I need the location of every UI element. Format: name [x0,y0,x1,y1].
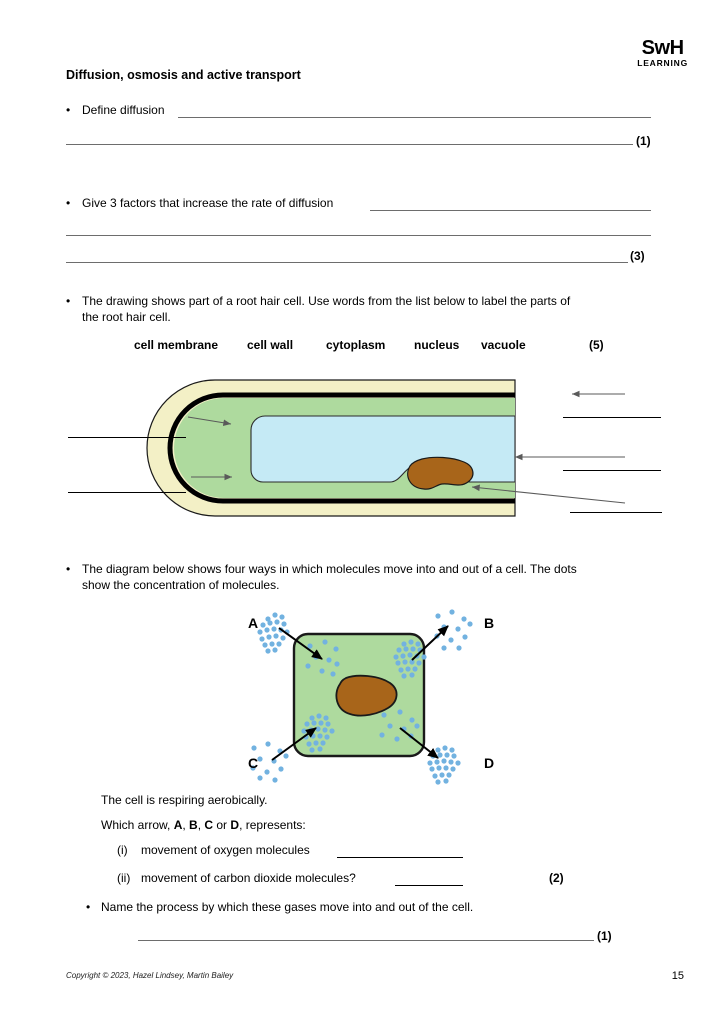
q4-text-line-2: show the concentration of molecules. [82,578,280,593]
cluster-b-outside [434,609,472,650]
q4-sub-ii-text: movement of carbon dioxide molecules? [141,871,356,885]
label-line-right-1[interactable] [563,417,661,418]
q4-text-line-1: The diagram below shows four ways in which molecules move into and out of a cell. The dots [82,562,577,576]
label-line-left-1[interactable] [68,437,186,438]
wordbank-nucleus: nucleus [414,338,460,352]
label-line-right-3[interactable] [570,512,662,513]
q5-answer-line[interactable] [138,940,594,941]
q4-prompt-b: B [189,818,198,832]
logo-wordmark: SwH [641,37,684,59]
arrow-label-c: C [248,755,259,771]
cluster-d-outside [427,745,460,784]
q4-sub-i-answer-line[interactable] [337,857,463,858]
q2-answer-line-2[interactable] [66,235,651,236]
q1-marks: (1) [636,134,651,148]
q4-prompt-sep2: , [197,818,205,832]
q3-text-line-2: the root hair cell. [82,310,171,325]
footer-copyright: Copyright © 2023, Hazel Lindsey, Martin Bailey [66,971,234,980]
arrow-label-d: D [484,755,495,771]
q4-prompt-pre: Which arrow, [101,818,174,832]
label-line-left-2[interactable] [68,492,186,493]
q4-prompt-d: D [230,818,240,832]
molecule-transport-diagram [232,602,510,788]
q4-prompt-c: C [204,818,214,832]
q3-bullet: • [66,294,71,308]
page-title: Diffusion, osmosis and active transport [66,68,301,82]
q5-marks: (1) [597,929,612,943]
q2-text: Give 3 factors that increase the rate of diffusion [82,196,334,210]
wordbank-cell-wall: cell wall [247,338,294,352]
q1-answer-line-1[interactable] [178,117,651,118]
q4-prompt-a: A [173,818,183,832]
swh-learning-logo [637,38,688,68]
wordbank-vacuole: vacuole [481,338,526,352]
q4-sub-i-text: movement of oxygen molecules [141,843,310,857]
wordbank-cytoplasm: cytoplasm [326,338,386,352]
q1-bullet: • [66,103,71,117]
q5-text: Name the process by which these gases move into and out of the cell. [101,900,474,914]
wordbank-cell-membrane: cell membrane [134,338,219,352]
root-hair-cell-diagram [60,372,664,524]
q5-bullet: • [86,900,91,914]
arrow-label-a: A [248,615,259,631]
q4-statement: The cell is respiring aerobically. [101,793,268,807]
q3-text-line-1: The drawing shows part of a root hair cell. Use words from the list below to label the parts of [82,294,571,308]
q4-prompt-sep1: , [182,818,190,832]
q3-marks: (5) [589,338,604,352]
q4-sub-ii-answer-line[interactable] [395,885,463,886]
nucleus-shape [408,457,473,489]
q1-text: Define diffusion [82,103,165,117]
q2-answer-line-3[interactable] [66,262,628,263]
q4-marks: (2) [549,871,564,885]
q4-sub-ii-number: (ii) [117,871,131,885]
q1-answer-line-2[interactable] [66,144,633,145]
q4-bullet: • [66,562,71,576]
q2-answer-line-1[interactable] [370,210,651,211]
arrow-label-b: B [484,615,495,631]
q4-prompt [101,818,306,832]
q4-prompt-post: , represents: [239,818,306,832]
label-line-right-2[interactable] [563,470,661,471]
q2-bullet: • [66,196,71,210]
logo-subtitle: LEARNING [637,58,688,68]
q4-prompt-or: or [213,818,231,832]
q2-marks: (3) [630,249,645,263]
footer-page-number: 15 [671,970,684,982]
vacuole-shape [251,416,515,482]
q4-sub-i-number: (i) [117,843,128,857]
